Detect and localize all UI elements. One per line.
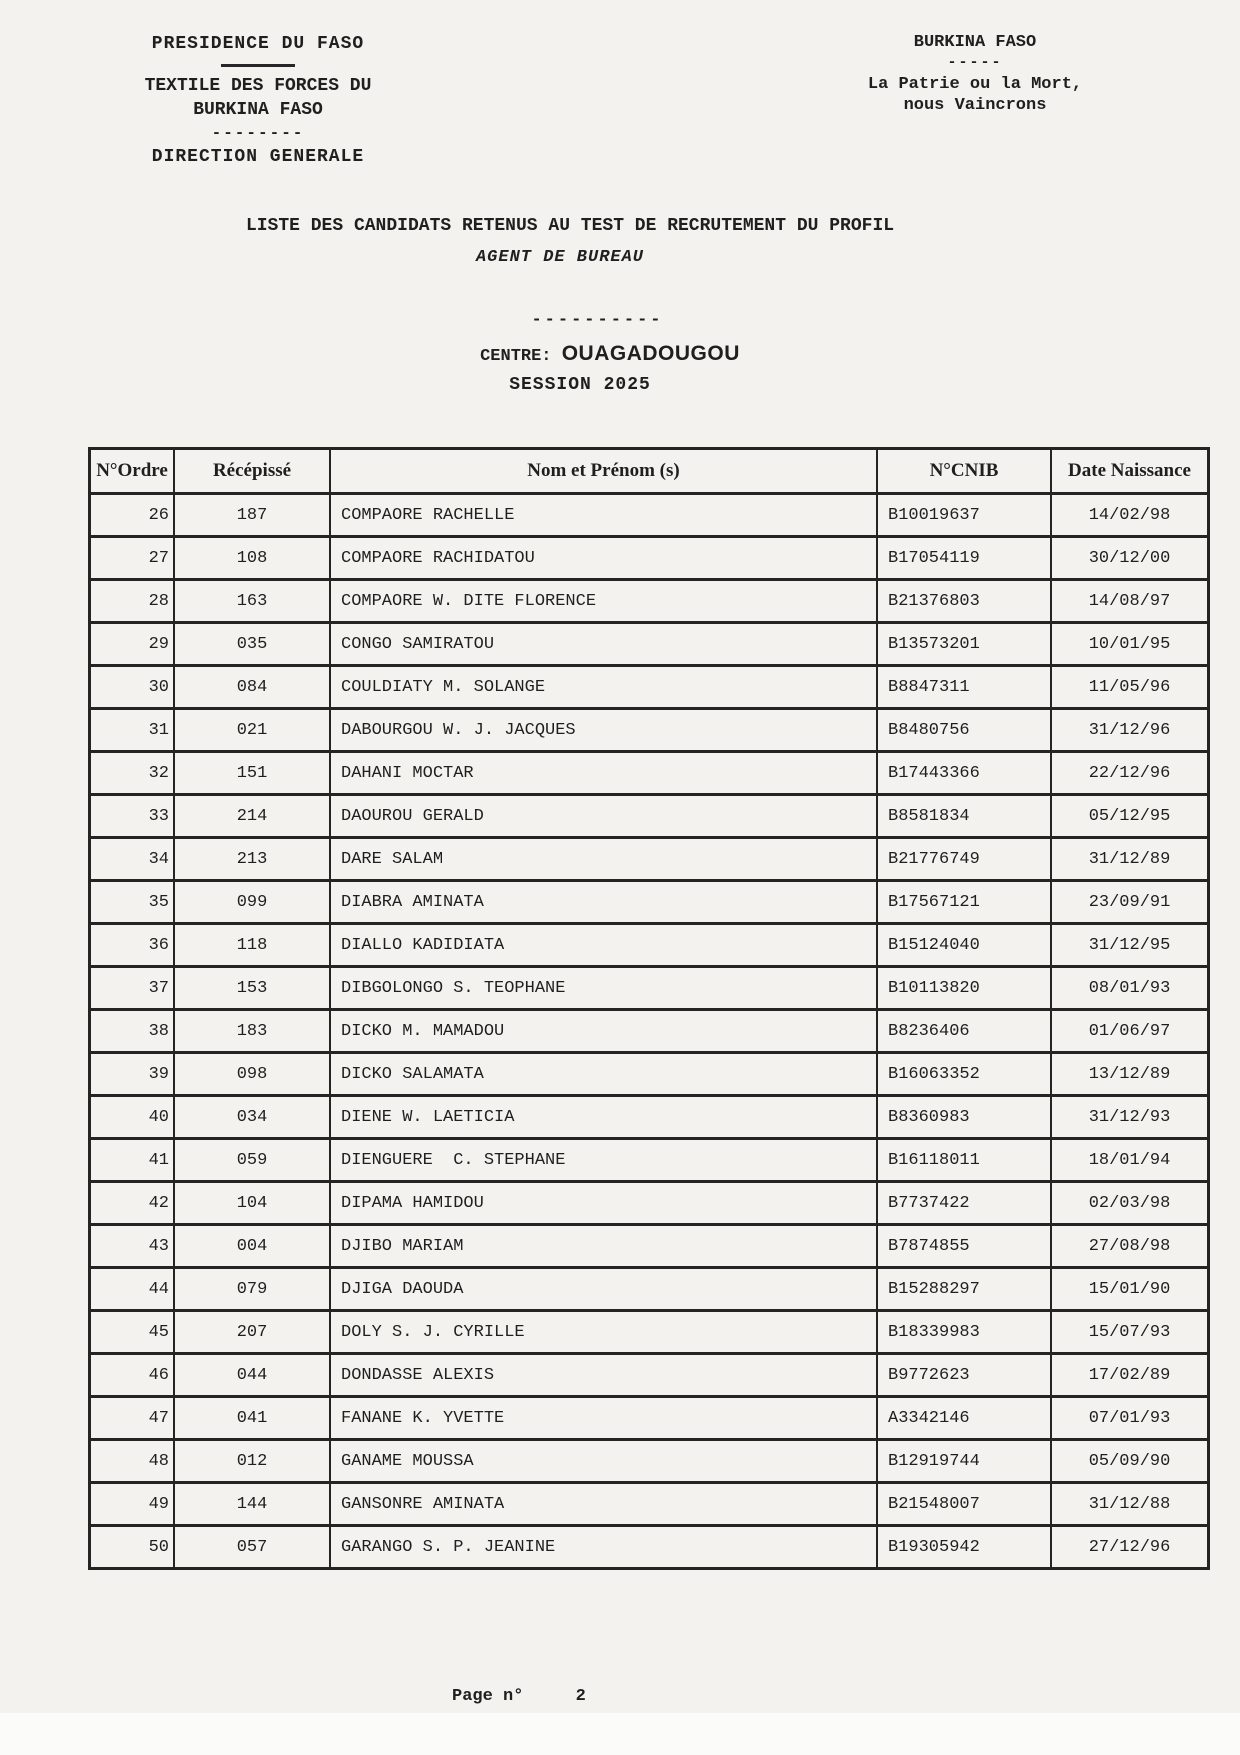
cell-nom: DONDASSE ALEXIS [330, 1354, 877, 1397]
cell-cnib: B17443366 [877, 752, 1051, 795]
table-row [90, 1311, 1209, 1354]
cell-nom: COMPAORE RACHELLE [330, 494, 877, 537]
cell-cnib: B21376803 [877, 580, 1051, 623]
column-header-3: N°CNIB [877, 449, 1051, 494]
cell-recepisse: 021 [174, 709, 330, 752]
cell-recepisse: 057 [174, 1526, 330, 1569]
cell-date-naissance: 15/01/90 [1051, 1268, 1209, 1311]
scan-edge [0, 1713, 1240, 1755]
cell-date-naissance: 18/01/94 [1051, 1139, 1209, 1182]
table-row [90, 1053, 1209, 1096]
cell-recepisse: 004 [174, 1225, 330, 1268]
cell-date-naissance: 23/09/91 [1051, 881, 1209, 924]
cell-recepisse: 144 [174, 1483, 330, 1526]
cell-recepisse: 108 [174, 537, 330, 580]
cell-nom: GARANGO S. P. JEANINE [330, 1526, 877, 1569]
cell-ordre: 37 [90, 967, 175, 1010]
cell-ordre: 41 [90, 1139, 175, 1182]
cell-nom: COULDIATY M. SOLANGE [330, 666, 877, 709]
cell-recepisse: 163 [174, 580, 330, 623]
cell-cnib: B21548007 [877, 1483, 1051, 1526]
cell-date-naissance: 31/12/96 [1051, 709, 1209, 752]
cell-ordre: 32 [90, 752, 175, 795]
cell-ordre: 42 [90, 1182, 175, 1225]
table-row [90, 1225, 1209, 1268]
cell-cnib: B18339983 [877, 1311, 1051, 1354]
letterhead-dept-line1: TEXTILE DES FORCES DU [144, 75, 372, 96]
cell-ordre: 28 [90, 580, 175, 623]
column-header-2: Nom et Prénom (s) [330, 449, 877, 494]
cell-recepisse: 214 [174, 795, 330, 838]
cell-cnib: B13573201 [877, 623, 1051, 666]
session-label: SESSION 2025 [509, 375, 651, 395]
table-row [90, 1354, 1209, 1397]
table-row [90, 1139, 1209, 1182]
centre-line [160, 342, 1060, 366]
column-header-0: N°Ordre [90, 449, 175, 494]
cell-date-naissance: 02/03/98 [1051, 1182, 1209, 1225]
cell-nom: DJIGA DAOUDA [330, 1268, 877, 1311]
table-row [90, 1182, 1209, 1225]
candidates-table [88, 447, 1210, 1570]
cell-recepisse: 079 [174, 1268, 330, 1311]
candidates-tbody [90, 494, 1209, 1569]
cell-nom: DIENGUERE C. STEPHANE [330, 1139, 877, 1182]
cell-recepisse: 187 [174, 494, 330, 537]
cell-date-naissance: 31/12/88 [1051, 1483, 1209, 1526]
cell-date-naissance: 10/01/95 [1051, 623, 1209, 666]
page-label: Page n° [452, 1687, 524, 1706]
cell-cnib: B16118011 [877, 1139, 1051, 1182]
cell-date-naissance: 01/06/97 [1051, 1010, 1209, 1053]
table-row [90, 1096, 1209, 1139]
cell-nom: DICKO M. MAMADOU [330, 1010, 877, 1053]
cell-nom: DAOUROU GERALD [330, 795, 877, 838]
cell-recepisse: 213 [174, 838, 330, 881]
cell-date-naissance: 30/12/00 [1051, 537, 1209, 580]
cell-nom: COMPAORE W. DITE FLORENCE [330, 580, 877, 623]
cell-cnib: B17567121 [877, 881, 1051, 924]
cell-cnib: B17054119 [877, 537, 1051, 580]
cell-ordre: 46 [90, 1354, 175, 1397]
cell-cnib: B7874855 [877, 1225, 1051, 1268]
cell-ordre: 35 [90, 881, 175, 924]
cell-date-naissance: 31/12/93 [1051, 1096, 1209, 1139]
motto-line2: nous Vaincrons [903, 96, 1047, 116]
table-row [90, 580, 1209, 623]
cell-date-naissance: 31/12/89 [1051, 838, 1209, 881]
cell-cnib: B16063352 [877, 1053, 1051, 1096]
cell-ordre: 43 [90, 1225, 175, 1268]
cell-cnib: B21776749 [877, 838, 1051, 881]
cell-cnib: B15124040 [877, 924, 1051, 967]
cell-recepisse: 153 [174, 967, 330, 1010]
cell-ordre: 27 [90, 537, 175, 580]
cell-nom: GANSONRE AMINATA [330, 1483, 877, 1526]
cell-cnib: B8581834 [877, 795, 1051, 838]
cell-nom: DABOURGOU W. J. JACQUES [330, 709, 877, 752]
cell-recepisse: 034 [174, 1096, 330, 1139]
letterhead-divider: -------- [211, 123, 305, 142]
cell-recepisse: 099 [174, 881, 330, 924]
cell-date-naissance: 17/02/89 [1051, 1354, 1209, 1397]
cell-cnib: B10019637 [877, 494, 1051, 537]
cell-ordre: 26 [90, 494, 175, 537]
cell-date-naissance: 27/08/98 [1051, 1225, 1209, 1268]
cell-date-naissance: 11/05/96 [1051, 666, 1209, 709]
table-row [90, 1526, 1209, 1569]
cell-nom: DIENE W. LAETICIA [330, 1096, 877, 1139]
cell-cnib: B10113820 [877, 967, 1051, 1010]
cell-date-naissance: 22/12/96 [1051, 752, 1209, 795]
cell-ordre: 48 [90, 1440, 175, 1483]
cell-date-naissance: 08/01/93 [1051, 967, 1209, 1010]
cell-date-naissance: 27/12/96 [1051, 1526, 1209, 1569]
cell-nom: DICKO SALAMATA [330, 1053, 877, 1096]
table-row [90, 494, 1209, 537]
cell-ordre: 44 [90, 1268, 175, 1311]
cell-recepisse: 035 [174, 623, 330, 666]
cell-date-naissance: 14/08/97 [1051, 580, 1209, 623]
table-row [90, 838, 1209, 881]
cell-cnib: B8360983 [877, 1096, 1051, 1139]
table-row [90, 623, 1209, 666]
cell-recepisse: 118 [174, 924, 330, 967]
cell-nom: DJIBO MARIAM [330, 1225, 877, 1268]
cell-nom: CONGO SAMIRATOU [330, 623, 877, 666]
cell-recepisse: 207 [174, 1311, 330, 1354]
cell-date-naissance: 13/12/89 [1051, 1053, 1209, 1096]
cell-nom: GANAME MOUSSA [330, 1440, 877, 1483]
cell-nom: DIPAMA HAMIDOU [330, 1182, 877, 1225]
motto-line1: La Patrie ou la Mort, [867, 75, 1083, 94]
cell-date-naissance: 05/09/90 [1051, 1440, 1209, 1483]
cell-ordre: 45 [90, 1311, 175, 1354]
cell-ordre: 50 [90, 1526, 175, 1569]
cell-ordre: 31 [90, 709, 175, 752]
cell-ordre: 39 [90, 1053, 175, 1096]
cell-recepisse: 041 [174, 1397, 330, 1440]
page-number: 2 [575, 1687, 586, 1706]
cell-recepisse: 059 [174, 1139, 330, 1182]
candidates-thead [90, 449, 1209, 494]
cell-ordre: 36 [90, 924, 175, 967]
centre-value: OUAGADOUGOU [561, 342, 740, 365]
table-row [90, 1268, 1209, 1311]
profile-subtitle: AGENT DE BUREAU [475, 248, 645, 267]
cell-cnib: B8236406 [877, 1010, 1051, 1053]
cell-cnib: B19305942 [877, 1526, 1051, 1569]
table-row [90, 537, 1209, 580]
title-divider: ---------- [531, 311, 664, 330]
cell-cnib: B9772623 [877, 1354, 1051, 1397]
table-row [90, 1010, 1209, 1053]
letterhead-right [845, 32, 1105, 117]
cell-cnib: B12919744 [877, 1440, 1051, 1483]
letterhead-org: PRESIDENCE DU FASO [151, 34, 365, 54]
country-name: BURKINA FASO [913, 33, 1037, 52]
cell-cnib: B8847311 [877, 666, 1051, 709]
cell-date-naissance: 15/07/93 [1051, 1311, 1209, 1354]
cell-nom: DOLY S. J. CYRILLE [330, 1311, 877, 1354]
cell-date-naissance: 14/02/98 [1051, 494, 1209, 537]
cell-ordre: 40 [90, 1096, 175, 1139]
cell-recepisse: 012 [174, 1440, 330, 1483]
table-row [90, 881, 1209, 924]
letterhead-rule [221, 64, 295, 67]
letterhead-direction: DIRECTION GENERALE [151, 146, 365, 167]
table-row [90, 924, 1209, 967]
cell-recepisse: 098 [174, 1053, 330, 1096]
cell-ordre: 34 [90, 838, 175, 881]
cell-cnib: B7737422 [877, 1182, 1051, 1225]
cell-nom: DAHANI MOCTAR [330, 752, 877, 795]
cell-recepisse: 183 [174, 1010, 330, 1053]
cell-cnib: B15288297 [877, 1268, 1051, 1311]
table-row [90, 666, 1209, 709]
header-row [90, 449, 1209, 494]
table-row [90, 1483, 1209, 1526]
cell-nom: DIBGOLONGO S. TEOPHANE [330, 967, 877, 1010]
cell-ordre: 30 [90, 666, 175, 709]
table-row [90, 752, 1209, 795]
table-row [90, 709, 1209, 752]
cell-ordre: 33 [90, 795, 175, 838]
cell-date-naissance: 31/12/95 [1051, 924, 1209, 967]
cell-date-naissance: 07/01/93 [1051, 1397, 1209, 1440]
cell-cnib: A3342146 [877, 1397, 1051, 1440]
cell-nom: DIALLO KADIDIATA [330, 924, 877, 967]
letterhead-left [108, 34, 408, 169]
country-divider: ----- [947, 54, 1003, 72]
cell-ordre: 47 [90, 1397, 175, 1440]
cell-ordre: 49 [90, 1483, 175, 1526]
table-row [90, 1440, 1209, 1483]
letterhead-dept-line2: BURKINA FASO [193, 100, 323, 121]
cell-recepisse: 104 [174, 1182, 330, 1225]
document-title: LISTE DES CANDIDATS RETENUS AU TEST DE RECRUTEMENT DU PROFIL [245, 216, 895, 236]
cell-cnib: B8480756 [877, 709, 1051, 752]
centre-label: CENTRE: [480, 347, 552, 366]
cell-ordre: 38 [90, 1010, 175, 1053]
cell-nom: COMPAORE RACHIDATOU [330, 537, 877, 580]
cell-nom: DIABRA AMINATA [330, 881, 877, 924]
cell-recepisse: 151 [174, 752, 330, 795]
cell-recepisse: 084 [174, 666, 330, 709]
cell-date-naissance: 05/12/95 [1051, 795, 1209, 838]
title-block [120, 216, 1060, 395]
column-header-1: Récépissé [174, 449, 330, 494]
column-header-4: Date Naissance [1051, 449, 1209, 494]
table-row [90, 967, 1209, 1010]
table-row [90, 795, 1209, 838]
cell-nom: DARE SALAM [330, 838, 877, 881]
cell-recepisse: 044 [174, 1354, 330, 1397]
table-row [90, 1397, 1209, 1440]
cell-ordre: 29 [90, 623, 175, 666]
cell-nom: FANANE K. YVETTE [330, 1397, 877, 1440]
page-footer [452, 1687, 586, 1706]
